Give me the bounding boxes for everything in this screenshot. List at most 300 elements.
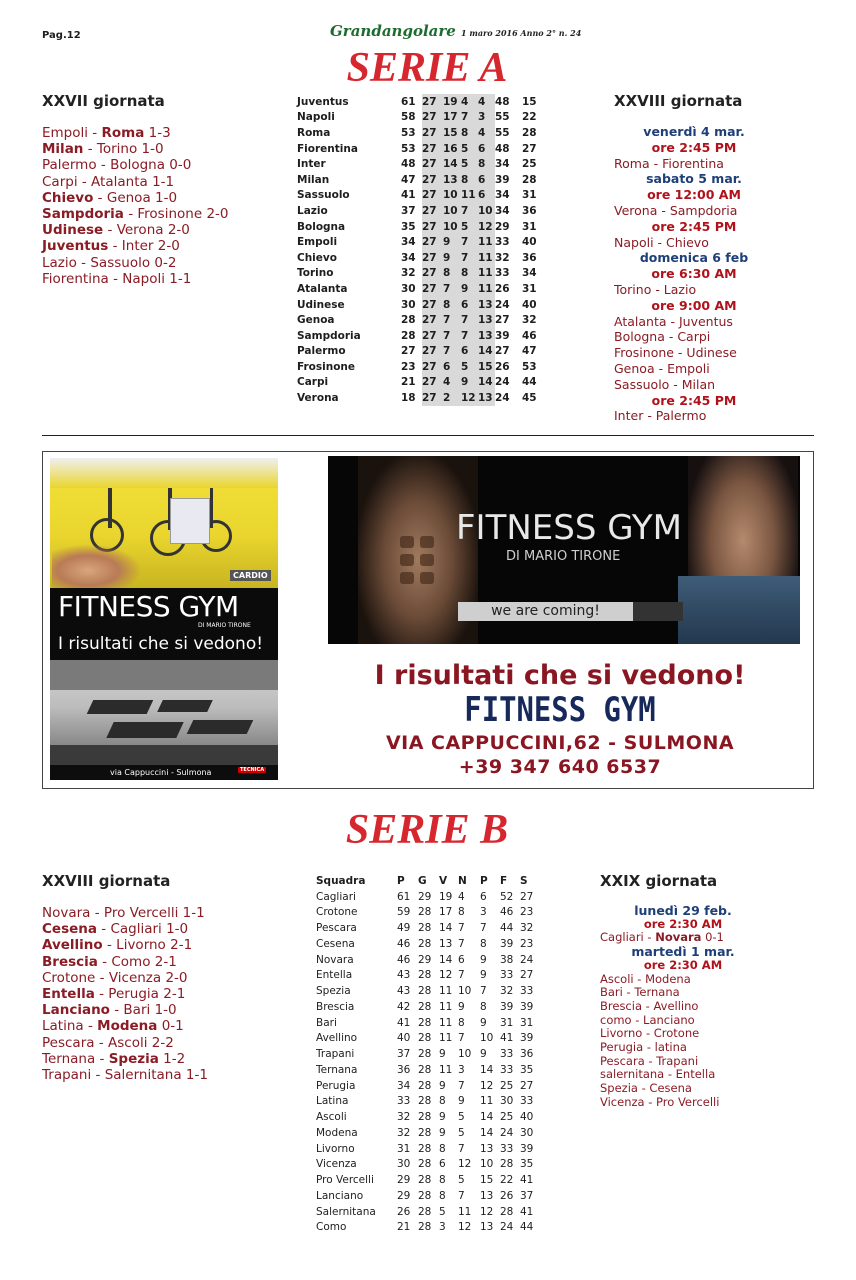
stat-cell: 61 (397, 890, 411, 903)
stat-cell: 15 (443, 125, 461, 141)
stat-cell: 28 (401, 329, 416, 342)
schedule-match: Bologna - Carpi (614, 329, 711, 345)
match-score: 1-1 (185, 1067, 208, 1084)
stat-cell: 28 (418, 937, 432, 950)
stat-cell: 48 (401, 158, 416, 171)
stat-cell: 27 (422, 125, 443, 141)
team-name: Pro Vercelli (316, 1174, 374, 1187)
stat-cell: 2 (443, 390, 461, 406)
home-team: Chievo (42, 189, 94, 206)
stat-cell: 4 (478, 125, 495, 141)
serie-b-standings (316, 873, 540, 1235)
match-result: Cesena - Cagliari 1-0 (42, 921, 189, 938)
stat-cell: 11 (461, 188, 478, 204)
stat-cell: 7 (443, 312, 461, 328)
stat-cell: 18 (401, 392, 416, 405)
column-header: P (480, 874, 488, 887)
schedule-day: martedì 1 mar. (631, 944, 735, 960)
stat-cell: 46 (522, 329, 537, 342)
team-name: Inter (297, 158, 326, 171)
stat-cell: 27 (422, 234, 443, 250)
stat-cell: 7 (461, 234, 478, 250)
table-row (316, 952, 540, 968)
masthead-name: Grandangolare (330, 22, 456, 40)
stat-cell: 7 (461, 250, 478, 266)
stat-cell: 4 (458, 890, 465, 903)
stat-cell: 29 (418, 890, 432, 903)
stat-cell: 13 (439, 937, 453, 950)
stat-cell: 30 (397, 1158, 411, 1171)
stat-cell: 27 (422, 312, 443, 328)
stat-cell: 9 (443, 250, 461, 266)
away-team: Salernitana (104, 1067, 182, 1084)
home-team: Crotone (42, 969, 96, 986)
table-row (297, 266, 542, 282)
team-name: Modena (316, 1126, 358, 1139)
stat-cell: 14 (480, 1126, 494, 1139)
match-score: 1-1 (169, 270, 192, 287)
home-team: Fiorentina (42, 270, 109, 287)
stat-cell: 25 (522, 158, 537, 171)
home-team: Entella (42, 986, 95, 1003)
team-name: Spezia (316, 985, 351, 998)
stat-cell: 27 (422, 141, 443, 157)
stat-cell: 8 (458, 1016, 465, 1029)
schedule-match: Roma - Fiorentina (614, 155, 724, 171)
schedule-time: ore 2:45 PM (651, 392, 737, 408)
team-name: Torino (297, 267, 334, 280)
serie-b-results-list (42, 905, 208, 1083)
stat-cell: 8 (439, 1095, 446, 1108)
away-team: Bologna (110, 157, 165, 174)
stat-cell: 27 (422, 281, 443, 297)
match-score: 2-0 (206, 206, 229, 223)
gym-tagline: we are coming! (458, 602, 633, 621)
stat-cell: 27 (495, 314, 510, 327)
stat-cell: 5 (458, 1111, 465, 1124)
gym-ad-band (50, 588, 278, 660)
stat-cell: 12 (458, 1158, 472, 1171)
gym-phone: +39 347 640 6537 (458, 756, 662, 778)
stat-cell: 32 (397, 1126, 411, 1139)
stat-cell: 27 (495, 345, 510, 358)
stat-cell: 7 (480, 985, 487, 998)
stat-cell: 7 (458, 922, 465, 935)
match-score: 2-1 (163, 986, 186, 1003)
stat-cell: 34 (397, 1079, 411, 1092)
stat-cell: 12 (480, 1079, 494, 1092)
stat-cell: 28 (500, 1158, 514, 1171)
stat-cell: 49 (397, 922, 411, 935)
stat-cell: 7 (443, 328, 461, 344)
stat-cell: 28 (418, 1111, 432, 1124)
schedule-time: ore 2:30 AM (643, 916, 723, 931)
stat-cell: 46 (397, 937, 411, 950)
schedule-match: Inter - Palermo (614, 408, 707, 424)
team-name: Latina (316, 1095, 349, 1108)
gym-slogan: I risultati che si vedono! (374, 660, 746, 691)
stat-cell: 14 (443, 156, 461, 172)
away-team: Spezia (108, 1050, 159, 1067)
table-row (297, 297, 542, 313)
stat-cell: 16 (443, 141, 461, 157)
stat-cell: 9 (480, 1048, 487, 1061)
stat-cell: 12 (458, 1221, 472, 1234)
stat-cell: 41 (500, 1032, 514, 1045)
stat-cell: 11 (439, 1000, 453, 1013)
away-team: Genoa (106, 189, 151, 206)
stat-cell: 11 (480, 1095, 494, 1108)
masthead (330, 22, 581, 40)
stat-cell: 8 (480, 937, 487, 950)
table-row (297, 328, 542, 344)
serie-b-results-heading: XXVIII giornata (42, 872, 171, 890)
serie-b-schedule-heading: XXIX giornata (600, 872, 718, 890)
schedule-time: ore 2:45 PM (651, 139, 737, 155)
stat-cell: 34 (401, 251, 416, 264)
stat-cell: 24 (500, 1221, 514, 1234)
stat-cell: 31 (397, 1142, 411, 1155)
home-team: Cagliari - (600, 930, 656, 945)
stat-cell: 27 (422, 219, 443, 235)
stat-cell: 47 (401, 173, 416, 186)
stat-cell: 14 (439, 922, 453, 935)
stat-cell: 13 (480, 1142, 494, 1155)
match-result: Fiorentina - Napoli 1-1 (42, 270, 192, 287)
column-header: S (520, 874, 528, 887)
stat-cell: 31 (520, 1016, 534, 1029)
team-name: Palermo (297, 345, 346, 358)
home-team: Pescara (42, 1034, 95, 1051)
stat-cell: 40 (522, 236, 537, 249)
table-row (297, 219, 542, 235)
stat-cell: 12 (461, 390, 478, 406)
match-result: Udinese - Verona 2-0 (42, 222, 190, 239)
stat-cell: 4 (478, 94, 495, 110)
stat-cell: 13 (478, 390, 495, 406)
stat-cell: 5 (461, 359, 478, 375)
table-row (297, 234, 542, 250)
stat-cell: 29 (397, 1174, 411, 1187)
gym-ad-footer (50, 765, 278, 780)
gym-photo-bikes (50, 458, 278, 588)
table-row (297, 156, 542, 172)
stat-cell: 55 (495, 126, 510, 139)
stat-cell: 27 (422, 297, 443, 313)
schedule-match (600, 931, 766, 945)
stat-cell: 34 (495, 204, 510, 217)
stat-cell: 36 (397, 1063, 411, 1076)
serie-b-schedule (600, 904, 766, 1110)
stat-cell: 28 (418, 1048, 432, 1061)
stat-cell: 6 (439, 1158, 446, 1171)
stat-cell: 7 (458, 1079, 465, 1092)
schedule-match: Napoli - Chievo (614, 234, 709, 250)
stat-cell: 3 (439, 1221, 446, 1234)
stat-cell: 11 (439, 985, 453, 998)
stat-cell: 28 (418, 1221, 432, 1234)
table-row (316, 1220, 540, 1236)
schedule-match: Pescara - Trapani (600, 1053, 699, 1068)
stat-cell: 40 (520, 1111, 534, 1124)
stat-cell: 32 (401, 267, 416, 280)
stat-cell: 10 (443, 203, 461, 219)
away-team: Modena (97, 1018, 158, 1035)
match-score: 0-1 (161, 1018, 184, 1035)
stat-cell: 27 (422, 94, 443, 110)
away-team: Napoli (122, 270, 165, 287)
stat-cell: 27 (422, 110, 443, 126)
stat-cell: 8 (458, 906, 465, 919)
column-header: P (397, 874, 405, 887)
away-team: Cagliari (110, 921, 162, 938)
stat-cell: 9 (439, 1048, 446, 1061)
stat-cell: 7 (461, 110, 478, 126)
stat-cell: 3 (458, 1063, 465, 1076)
match-score: 0-2 (154, 254, 177, 271)
stat-cell: 39 (520, 1000, 534, 1013)
stat-cell: 8 (461, 125, 478, 141)
stat-cell: 58 (401, 111, 416, 124)
team-name: Ascoli (316, 1111, 347, 1124)
stat-cell: 33 (500, 1142, 514, 1155)
gym-photo-treadmills (50, 660, 278, 765)
match-result: Sampdoria - Frosinone 2-0 (42, 206, 229, 223)
stat-cell: 32 (520, 922, 534, 935)
stat-cell: 8 (443, 266, 461, 282)
table-row (316, 968, 540, 984)
stat-cell: 27 (422, 375, 443, 391)
stat-cell: 27 (422, 328, 443, 344)
table-row (297, 390, 542, 406)
team-name: Entella (316, 969, 353, 982)
table-row (297, 250, 542, 266)
away-team: Pro Vercelli (103, 905, 179, 921)
schedule-match: Genoa - Empoli (614, 360, 710, 376)
match-result: Lanciano - Bari 1-0 (42, 1002, 177, 1019)
stat-cell: 21 (397, 1221, 411, 1234)
stat-cell: 8 (439, 1142, 446, 1155)
stat-cell: 46 (500, 906, 514, 919)
stat-cell: 31 (522, 282, 537, 295)
serie-a-title: SERIE A (346, 45, 508, 91)
stat-cell: 29 (397, 1189, 411, 1202)
table-row (316, 1109, 540, 1125)
stat-cell: 28 (401, 314, 416, 327)
stat-cell: 27 (401, 345, 416, 358)
table-row (316, 920, 540, 936)
stat-cell: 41 (520, 1205, 534, 1218)
stat-cell: 5 (461, 156, 478, 172)
stat-cell: 9 (439, 1126, 446, 1139)
stat-cell: 15 (480, 1174, 494, 1187)
stat-cell: 3 (478, 110, 495, 126)
stat-cell: 8 (478, 156, 495, 172)
stat-cell: 9 (458, 1000, 465, 1013)
team-name: Fiorentina (297, 142, 358, 155)
home-team: Sampdoria (42, 206, 124, 223)
stat-cell: 10 (480, 1158, 494, 1171)
match-score: 1-3 (148, 125, 171, 141)
stat-cell: 22 (500, 1174, 514, 1187)
stat-cell: 13 (480, 1221, 494, 1234)
stat-cell: 30 (520, 1126, 534, 1139)
stat-cell: 40 (522, 298, 537, 311)
stat-cell: 28 (522, 126, 537, 139)
stat-cell: 5 (458, 1126, 465, 1139)
match-score: 1-0 (155, 189, 178, 206)
stat-cell: 9 (439, 1079, 446, 1092)
away-team: Frosinone (137, 206, 203, 223)
team-name: Lazio (297, 204, 328, 217)
schedule-match: Verona - Sampdoria (614, 202, 738, 218)
match-result: Novara - Pro Vercelli 1-1 (42, 905, 205, 921)
match-score: 2-0 (165, 969, 188, 986)
stat-cell: 13 (478, 312, 495, 328)
stat-cell: 8 (461, 172, 478, 188)
gym-owner-banner: DI MARIO TIRONE (506, 549, 621, 564)
stat-cell: 26 (495, 360, 510, 373)
stat-cell: 33 (500, 1063, 514, 1076)
match-result: Milan - Torino 1-0 (42, 141, 164, 158)
team-name: Cesena (316, 937, 355, 950)
gym-address-left: via Cappuccini - Sulmona (110, 768, 212, 777)
team-name: Vicenza (316, 1158, 357, 1171)
stat-cell: 14 (478, 344, 495, 360)
stat-cell: 13 (443, 172, 461, 188)
stat-cell: 33 (495, 267, 510, 280)
schedule-match: Spezia - Cesena (600, 1081, 692, 1096)
stat-cell: 37 (401, 204, 416, 217)
match-score: 1-0 (154, 1002, 177, 1019)
stat-cell: 8 (439, 1189, 446, 1202)
stat-cell: 53 (522, 360, 537, 373)
match-result: Ternana - Spezia 1-2 (42, 1050, 186, 1067)
stat-cell: 30 (500, 1095, 514, 1108)
stat-cell: 29 (495, 220, 510, 233)
serie-b-title: SERIE B (345, 807, 509, 853)
home-team: Cesena (42, 921, 97, 938)
team-name: Como (316, 1221, 347, 1234)
match-result: Entella - Perugia 2-1 (42, 986, 186, 1003)
stat-cell: 36 (522, 251, 537, 264)
schedule-match: salernitana - Entella (600, 1067, 716, 1082)
stat-cell: 15 (478, 359, 495, 375)
stat-cell: 11 (478, 281, 495, 297)
team-name: Roma (297, 126, 331, 139)
stat-cell: 9 (480, 1016, 487, 1029)
table-row (316, 983, 540, 999)
match-result: Chievo - Genoa 1-0 (42, 189, 178, 206)
stat-cell: 12 (478, 219, 495, 235)
stat-cell: 13 (478, 297, 495, 313)
match-score: 2-0 (167, 222, 190, 239)
cardio-label: CARDIO (230, 570, 271, 581)
table-row (316, 936, 540, 952)
stat-cell: 35 (520, 1158, 534, 1171)
table-row (316, 1141, 540, 1157)
schedule-match: Brescia - Avellino (600, 998, 699, 1013)
stat-cell: 28 (418, 1189, 432, 1202)
stat-cell: 39 (520, 1032, 534, 1045)
stat-cell: 6 (480, 890, 487, 903)
stat-cell: 27 (422, 390, 443, 406)
stat-cell: 9 (443, 234, 461, 250)
stat-cell: 10 (458, 985, 472, 998)
stat-cell: 10 (443, 188, 461, 204)
away-team: Vicenza (108, 969, 162, 986)
page-number: Pag.12 (42, 30, 81, 41)
stat-cell: 33 (520, 1095, 534, 1108)
schedule-match: Vicenza - Pro Vercelli (600, 1094, 720, 1109)
table-row (316, 999, 540, 1015)
schedule-time: ore 9:00 AM (651, 297, 737, 313)
home-team: Empoli (42, 125, 89, 141)
stat-cell: 33 (500, 969, 514, 982)
stat-cell: 35 (401, 220, 416, 233)
stat-cell: 39 (495, 329, 510, 342)
stat-cell: 29 (418, 953, 432, 966)
stat-cell: 14 (480, 1111, 494, 1124)
stat-cell: 24 (495, 298, 510, 311)
away-team: Como (111, 953, 151, 970)
table-row (297, 312, 542, 328)
gym-badge: TECNICA (240, 767, 265, 773)
stat-cell: 9 (480, 953, 487, 966)
stat-cell: 27 (520, 1079, 534, 1092)
stat-cell: 22 (522, 111, 537, 124)
schedule-day: sabato 5 mar. (646, 171, 742, 187)
away-team: Torino (96, 141, 138, 158)
stat-cell: 7 (458, 937, 465, 950)
schedule-match: Torino - Lazio (614, 281, 697, 297)
stat-cell: 27 (422, 156, 443, 172)
match-score: 1-2 (163, 1050, 186, 1067)
stat-cell: 30 (401, 282, 416, 295)
stat-cell: 7 (443, 344, 461, 360)
team-name: Salernitana (316, 1205, 376, 1218)
stat-cell: 21 (401, 376, 416, 389)
stat-cell: 6 (461, 344, 478, 360)
stat-cell: 27 (422, 250, 443, 266)
stat-cell: 10 (458, 1048, 472, 1061)
stat-cell: 27 (522, 142, 537, 155)
stat-cell: 41 (520, 1174, 534, 1187)
team-name: Crotone (316, 906, 358, 919)
stat-cell: 15 (522, 95, 537, 108)
table-row (316, 1094, 540, 1110)
home-team: Brescia (42, 953, 98, 970)
stat-cell: 19 (443, 94, 461, 110)
table-row (297, 344, 542, 360)
away-team: Atalanta (91, 173, 148, 190)
home-team: Lanciano (42, 1002, 110, 1019)
column-header: Squadra (316, 874, 366, 887)
table-row (316, 1062, 540, 1078)
stat-cell: 33 (520, 985, 534, 998)
stat-cell: 11 (478, 250, 495, 266)
schedule-day: lunedì 29 feb. (634, 903, 732, 918)
away-team: Bari (123, 1002, 151, 1019)
stat-cell: 11 (478, 266, 495, 282)
stat-cell: 28 (418, 1205, 432, 1218)
team-name: Frosinone (297, 360, 356, 373)
schedule-match: Atalanta - Juventus (614, 313, 733, 329)
match-result: Empoli - Roma 1-3 (42, 125, 171, 141)
stat-cell: 45 (522, 392, 537, 405)
serie-a-standings (297, 94, 542, 406)
stat-cell: 5 (458, 1174, 465, 1187)
